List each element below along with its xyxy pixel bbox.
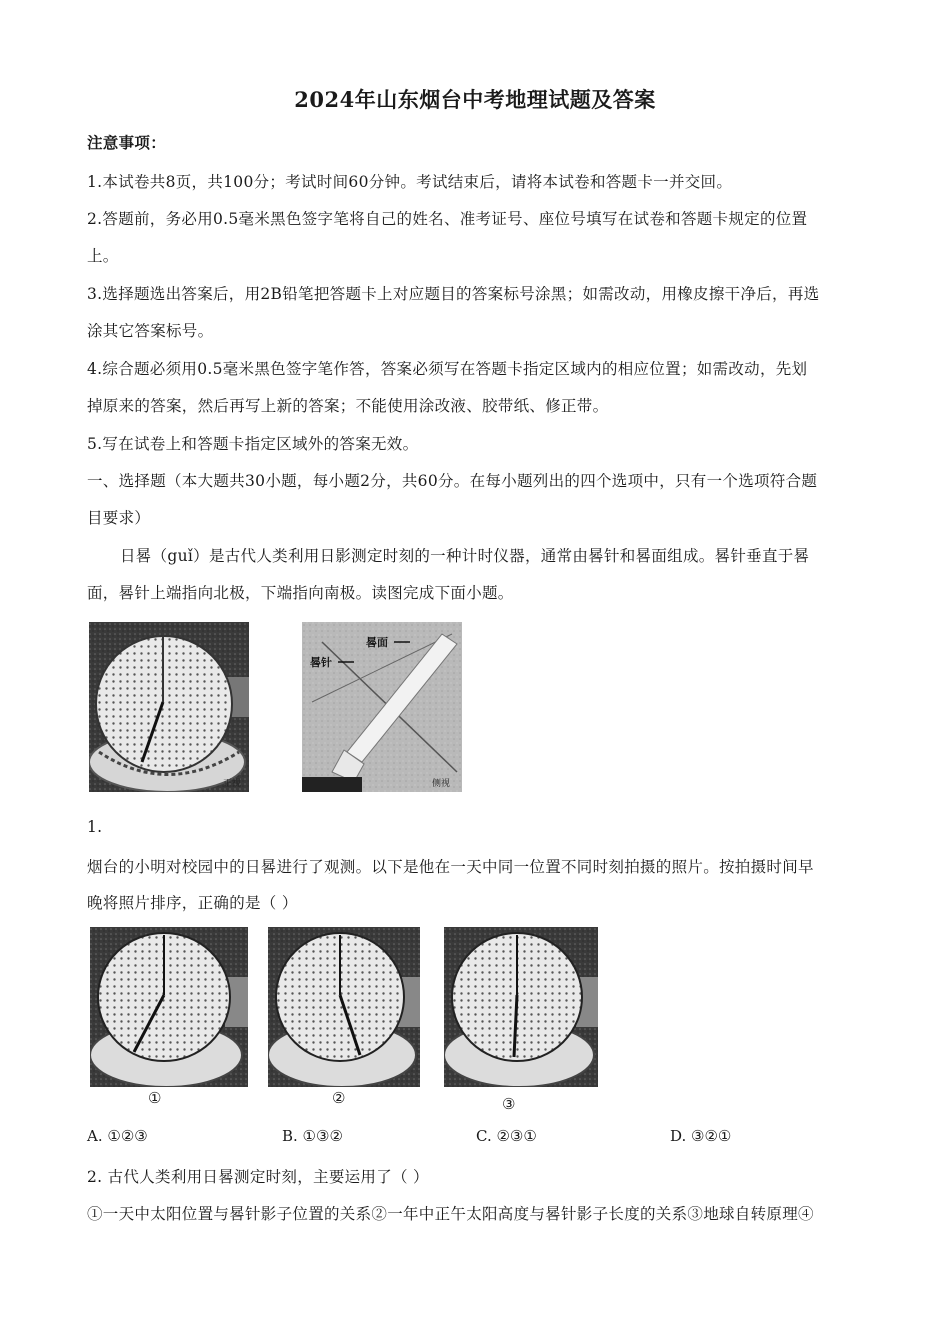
notice-heading: 注意事项：: [87, 133, 167, 152]
photo-2-label: ②: [332, 1089, 346, 1107]
gnomon-face-label: 晷面: [366, 636, 388, 649]
gnomon-needle-label: 晷针: [310, 656, 332, 669]
section-heading-cont: 目要求）: [87, 509, 151, 527]
intro-paragraph: 日晷（guǐ）是古代人类利用日影测定时刻的一种计时仪器，通常由晷针和晷面组成。晷针垂直于晷: [120, 547, 810, 565]
sundial-side-view-photo: [302, 622, 462, 792]
notice-item-1: 1.本试卷共8页，共100分；考试时间60分钟。考试结束后，请将本试卷和答题卡一并交回。: [87, 173, 733, 191]
notice-item-3-cont: 涂其它答案标号。: [87, 322, 214, 340]
section-heading: 一、选择题（本大题共30小题，每小题2分，共60分。在每小题列出的四个选项中，只有一个选项符合题: [87, 472, 818, 490]
sundial-photo-2: [268, 927, 420, 1087]
q1-option-c: C. ②③①: [476, 1127, 537, 1145]
q2-statements: ①一天中太阳位置与晷针影子位置的关系②一年中正午太阳高度与晷针影子长度的关系③地球自转原理④: [87, 1205, 814, 1223]
notice-item-2: 2.答题前，务必用0.5毫米黑色签字笔将自己的姓名、准考证号、座位号填写在试卷和答题卡规定的位置: [87, 210, 808, 228]
page-title: 2024年山东烟台中考地理试题及答案: [294, 87, 656, 112]
q1-option-b: B. ①③②: [282, 1127, 343, 1145]
side-view-label: 侧视: [432, 779, 451, 789]
notice-item-4-cont: 掉原来的答案，然后再写上新的答案；不能使用涂改液、胶带纸、修正带。: [87, 397, 609, 415]
q1-stem: 烟台的小明对校园中的日晷进行了观测。以下是他在一天中同一位置不同时刻拍摄的照片。按拍摄时间早: [87, 858, 814, 876]
sundial-photo-3: [444, 927, 598, 1087]
notice-item-4: 4.综合题必须用0.5毫米黑色签字笔作答，答案必须写在答题卡指定区域内的相应位置；如需改动，先划: [87, 360, 808, 378]
notice-item-5: 5.写在试卷上和答题卡指定区域外的答案无效。: [87, 435, 419, 453]
notice-item-3: 3.选择题选出答案后，用2B铅笔把答题卡上对应题目的答案标号涂黑；如需改动，用橡皮擦干净后，再选: [87, 285, 820, 303]
photo-3-label: ③: [502, 1095, 516, 1113]
q1-option-a: A. ①②③: [87, 1127, 148, 1145]
intro-paragraph-cont: 面，晷针上端指向北极，下端指向南极。读图完成下面小题。: [87, 584, 514, 602]
photo-1-label: ①: [148, 1089, 162, 1107]
q1-option-d: D. ③②①: [670, 1127, 732, 1145]
q2-stem: 2. 古代人类利用日晷测定时刻，主要运用了（ ）: [87, 1168, 429, 1186]
q1-number: 1.: [87, 818, 103, 836]
sundial-photo-1: [90, 927, 248, 1087]
sundial-front-view-photo: [89, 622, 249, 792]
front-view-label: 正视: [223, 779, 242, 789]
notice-item-2-cont: 上。: [87, 247, 119, 265]
q1-stem-cont: 晚将照片排序，正确的是（ ）: [87, 894, 298, 912]
